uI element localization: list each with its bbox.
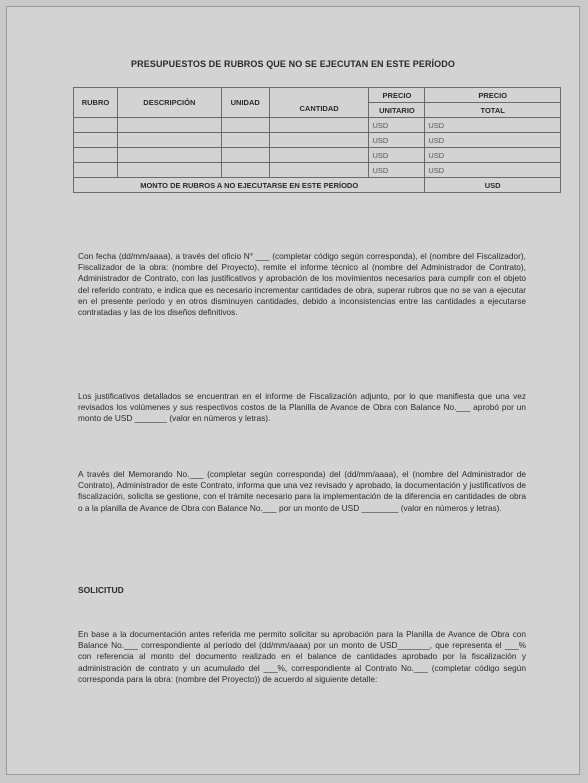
total-label: MONTO DE RUBROS A NO EJECUTARSE EN ESTE PERÍODO: [74, 178, 425, 193]
col-header-descripcion: DESCRIPCIÓN: [117, 88, 221, 118]
cell-rubro: [74, 133, 118, 148]
cell-cantidad: [269, 148, 369, 163]
cell-precio-total: USD: [425, 148, 561, 163]
col-header-unidad: UNIDAD: [221, 88, 269, 118]
cell-precio-unitario: USD: [369, 163, 425, 178]
cell-precio-unitario: USD: [369, 118, 425, 133]
cell-precio-total: USD: [425, 163, 561, 178]
col-subheader-total: TOTAL: [425, 103, 561, 118]
total-value: USD: [425, 178, 561, 193]
cell-precio-total: USD: [425, 118, 561, 133]
table-header-row: [74, 88, 561, 103]
col-subheader-unitario: UNITARIO: [369, 103, 425, 118]
col-header-precio-unitario: PRECIO: [369, 88, 425, 103]
cell-rubro: [74, 163, 118, 178]
cell-rubro: [74, 148, 118, 163]
cell-rubro: [74, 118, 118, 133]
cell-cantidad: [269, 133, 369, 148]
paragraph-intro: Con fecha (dd/mm/aaaa), a través del oficio N° ___ (completar código según corresponda), el (nombre del Fiscalizador), Fiscalizador de la obra: (nombre del Proyecto), remite el informe técnico al (nombre del Administrador de Contrato), Administrador de Contrato, con las justificativos y aprobación de los movimientos necesarios para cumplir con el objeto del referido contrato, e indica que es necesario incrementar cantidades de obra, superar rubros que no se van a ejecutar en el presente período y en otros disminuyen cantidades, debido a inconsistencias entre las cantidades a ejecutarse contratadas y las de los diseños definitivos.: [78, 251, 526, 318]
cell-descripcion: [117, 118, 221, 133]
paragraph-request: En base a la documentación antes referida me permito solicitar su aprobación para la Planilla de Avance de Obra con Balance No.___ correspondiente al período del (dd/mm/aaaa) por un monto de USD_______, que representa el ___% con referencia al monto del documento realizado en el balance de cantidades aprobado por la fiscalización y administración de contrato y un acumulado del ___%, correspondiente al Contrato No.___ (completar código según corresponda para la obra: (nombre del Proyecto)) de acuerdo al siguiente detalle:: [78, 629, 526, 684]
cell-precio-total: USD: [425, 133, 561, 148]
document-page: [6, 6, 580, 775]
table-row: [74, 148, 561, 163]
cell-descripcion: [117, 163, 221, 178]
col-header-precio-total: PRECIO: [425, 88, 561, 103]
budget-table: [73, 87, 561, 193]
cell-precio-unitario: USD: [369, 148, 425, 163]
table-row: [74, 133, 561, 148]
page-title: PRESUPUESTOS DE RUBROS QUE NO SE EJECUTAN EN ESTE PERÍODO: [131, 59, 455, 69]
table-total-row: [74, 178, 561, 193]
cell-precio-unitario: USD: [369, 133, 425, 148]
cell-unidad: [221, 163, 269, 178]
paragraph-justification: Los justificativos detallados se encuentran en el informe de Fiscalización adjunto, por lo que manifiesta que una vez revisados los volúmenes y sus respectivos costos de la Planilla de Avance de Obra con Balance No.___ aprobó por un monto de USD _______ (valor en números y letras).: [78, 391, 526, 424]
table-row: [74, 163, 561, 178]
cell-cantidad: [269, 163, 369, 178]
paragraph-memorandum: A través del Memorando No.___ (completar según corresponda) del (dd/mm/aaaa), el (nombre del Administrador de Contrato), Administrador de este Contrato, informa que una vez revisado y aprobado, la documentación y justificativos de fiscalización, solicita se gestione, con el trámite necesario para la implementación de la diferencia en cantidades de obra o a la planilla de Avance de Obra con Balance No.___ por un monto de USD ________ (valor en números y letras).: [78, 469, 526, 513]
cell-descripcion: [117, 148, 221, 163]
col-header-cantidad: CANTIDAD: [269, 88, 369, 118]
section-heading-solicitud: SOLICITUD: [78, 585, 124, 595]
cell-unidad: [221, 148, 269, 163]
cell-descripcion: [117, 133, 221, 148]
cell-unidad: [221, 118, 269, 133]
cell-unidad: [221, 133, 269, 148]
table-row: [74, 118, 561, 133]
cell-cantidad: [269, 118, 369, 133]
col-header-rubro: RUBRO: [74, 88, 118, 118]
